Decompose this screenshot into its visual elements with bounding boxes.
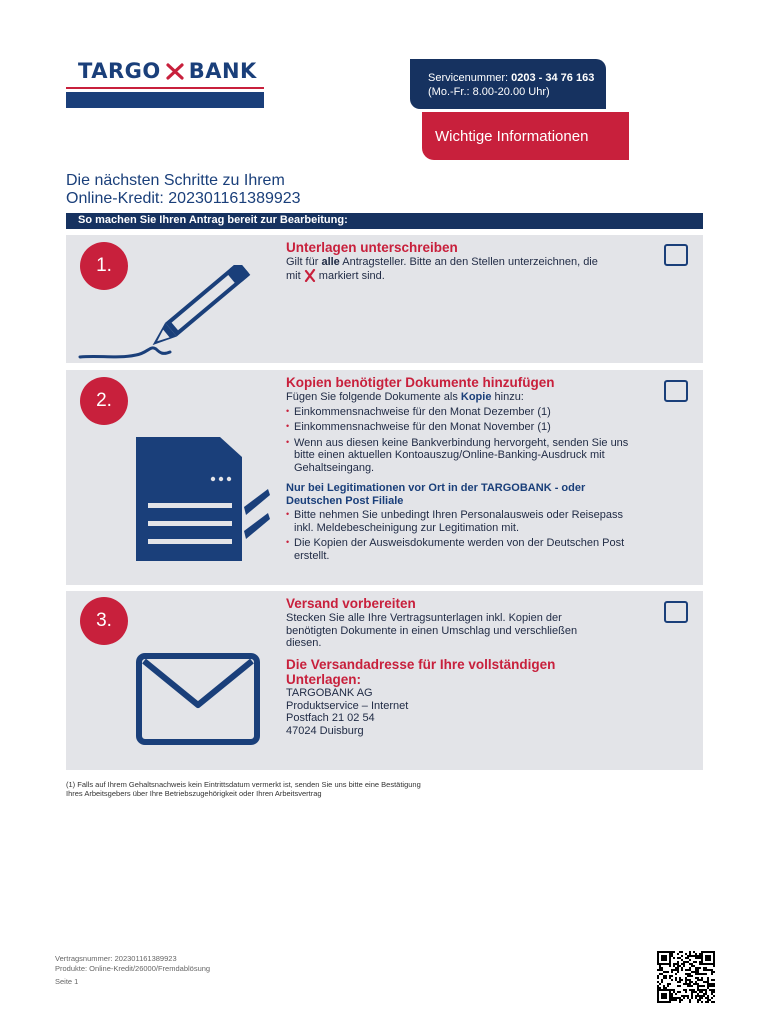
pen-signature-icon — [78, 265, 253, 363]
list-item: • Die Kopien der Ausweisdokumente werden von der Deutschen Post erstellt. — [286, 537, 636, 562]
footnote — [66, 780, 421, 798]
list-item: • Einkommensnachweise für den Monat November (1) — [286, 421, 636, 434]
step-2-document-list — [286, 406, 636, 475]
step-1-checkbox[interactable] — [664, 244, 688, 266]
products-line: Produkte: Online-Kredit/26000/Fremdablösung — [55, 963, 211, 973]
contract-number: Vertragsnummer: 202301161389923 — [55, 954, 177, 963]
list-item: • Einkommensnachweise für den Monat Dezember (1) — [286, 406, 636, 419]
footnote-line-2: Ihres Arbeitsgebers über Ihre Betriebszugehörigkeit oder Ihren Arbeitsvertrag — [66, 789, 322, 798]
address-line: 47024 Duisburg — [286, 724, 364, 737]
logo-bar-red — [66, 87, 264, 89]
step-1-text-a: Gilt für — [286, 256, 322, 268]
service-label: Servicenummer: — [428, 72, 509, 84]
qr-code-icon — [657, 951, 715, 1003]
address-line: Produktservice – Internet — [286, 699, 409, 712]
step-1-text-c: Antragsteller. Bitte an den Stellen unterzeichnen, die — [339, 256, 598, 268]
step-2-legitimation-list — [286, 509, 636, 562]
step-2-number: 2. — [80, 377, 128, 425]
logo-text-left: TARGO — [78, 59, 161, 83]
step-2-intro — [286, 391, 636, 404]
address-line: Postfach 21 02 54 — [286, 712, 375, 724]
step-2-intro-a: Fügen Sie folgende Dokumente als — [286, 391, 461, 403]
list-item: • Bitte nehmen Sie unbedingt Ihren Personalausweis oder Reisepass inkl. Meldebescheinigung zur Legitimation mit. — [286, 509, 636, 534]
envelope-icon — [136, 653, 260, 745]
logo-bar-blue — [66, 92, 264, 108]
step-2-subheading: Nur bei Legitimationen vor Ort in der TARGOBANK - oder Deutschen Post Filiale — [286, 482, 586, 507]
step-3-heading: Versand vorbereiten — [286, 596, 416, 611]
step-3-text: Stecken Sie alle Ihre Vertragsunterlagen inkl. Kopien der benötigten Dokumente in einen Umschlag und verschließen diesen. — [286, 612, 578, 649]
logo-text-right: BANK — [188, 59, 257, 83]
step-3-number: 3. — [80, 597, 128, 645]
address-heading: Die Versandadresse für Ihre vollständigen Unterlagen: — [286, 657, 556, 687]
step-2-intro-bold: Kopie — [460, 391, 492, 403]
service-box — [410, 59, 606, 109]
step-2-content — [286, 391, 636, 565]
title-line-1: Die nächsten Schritte zu Ihrem — [66, 172, 285, 189]
step-1-text-e: markiert sind. — [315, 269, 385, 282]
step-1-text-bold: alle — [321, 256, 340, 268]
title-line-2: Online-Kredit: 202301161389923 — [66, 190, 301, 207]
mailing-address — [286, 687, 408, 737]
logo-cross-icon — [165, 61, 185, 81]
targobank-logo — [78, 59, 257, 83]
step-1-number: 1. — [80, 242, 128, 290]
step-1-text — [286, 256, 636, 282]
signature-cross-icon — [304, 269, 316, 282]
copier-icon — [136, 437, 270, 562]
document-meta — [55, 954, 210, 987]
steps-subheader: So machen Sie Ihren Antrag bereit zur Bearbeitung: — [66, 213, 703, 229]
page-number: Seite 1 — [55, 977, 79, 986]
step-1-text-d: mit — [286, 269, 304, 282]
step-2-intro-c: hinzu: — [491, 391, 524, 403]
important-info-badge: Wichtige Informationen — [422, 112, 629, 160]
list-item: • Wenn aus diesen keine Bankverbindung hervorgeht, senden Sie uns bitte einen aktuellen Kontoauszug/Online-Banking-Ausdruck mit Gehaltseingang. — [286, 437, 636, 475]
page-title — [66, 172, 301, 208]
service-hours: (Mo.-Fr.: 8.00-20.00 Uhr) — [428, 86, 550, 98]
address-line: TARGOBANK AG — [286, 687, 373, 699]
step-3-checkbox[interactable] — [664, 601, 688, 623]
service-number: 0203 - 34 76 163 — [511, 72, 595, 84]
footnote-line-1: (1) Falls auf Ihrem Gehaltsnachweis kein Eintrittsdatum vermerkt ist, senden Sie uns bitte eine Bestätigung — [66, 780, 421, 789]
step-2-checkbox[interactable] — [664, 380, 688, 402]
step-1-heading: Unterlagen unterschreiben — [286, 240, 458, 255]
step-2-heading: Kopien benötigter Dokumente hinzufügen — [286, 375, 555, 390]
